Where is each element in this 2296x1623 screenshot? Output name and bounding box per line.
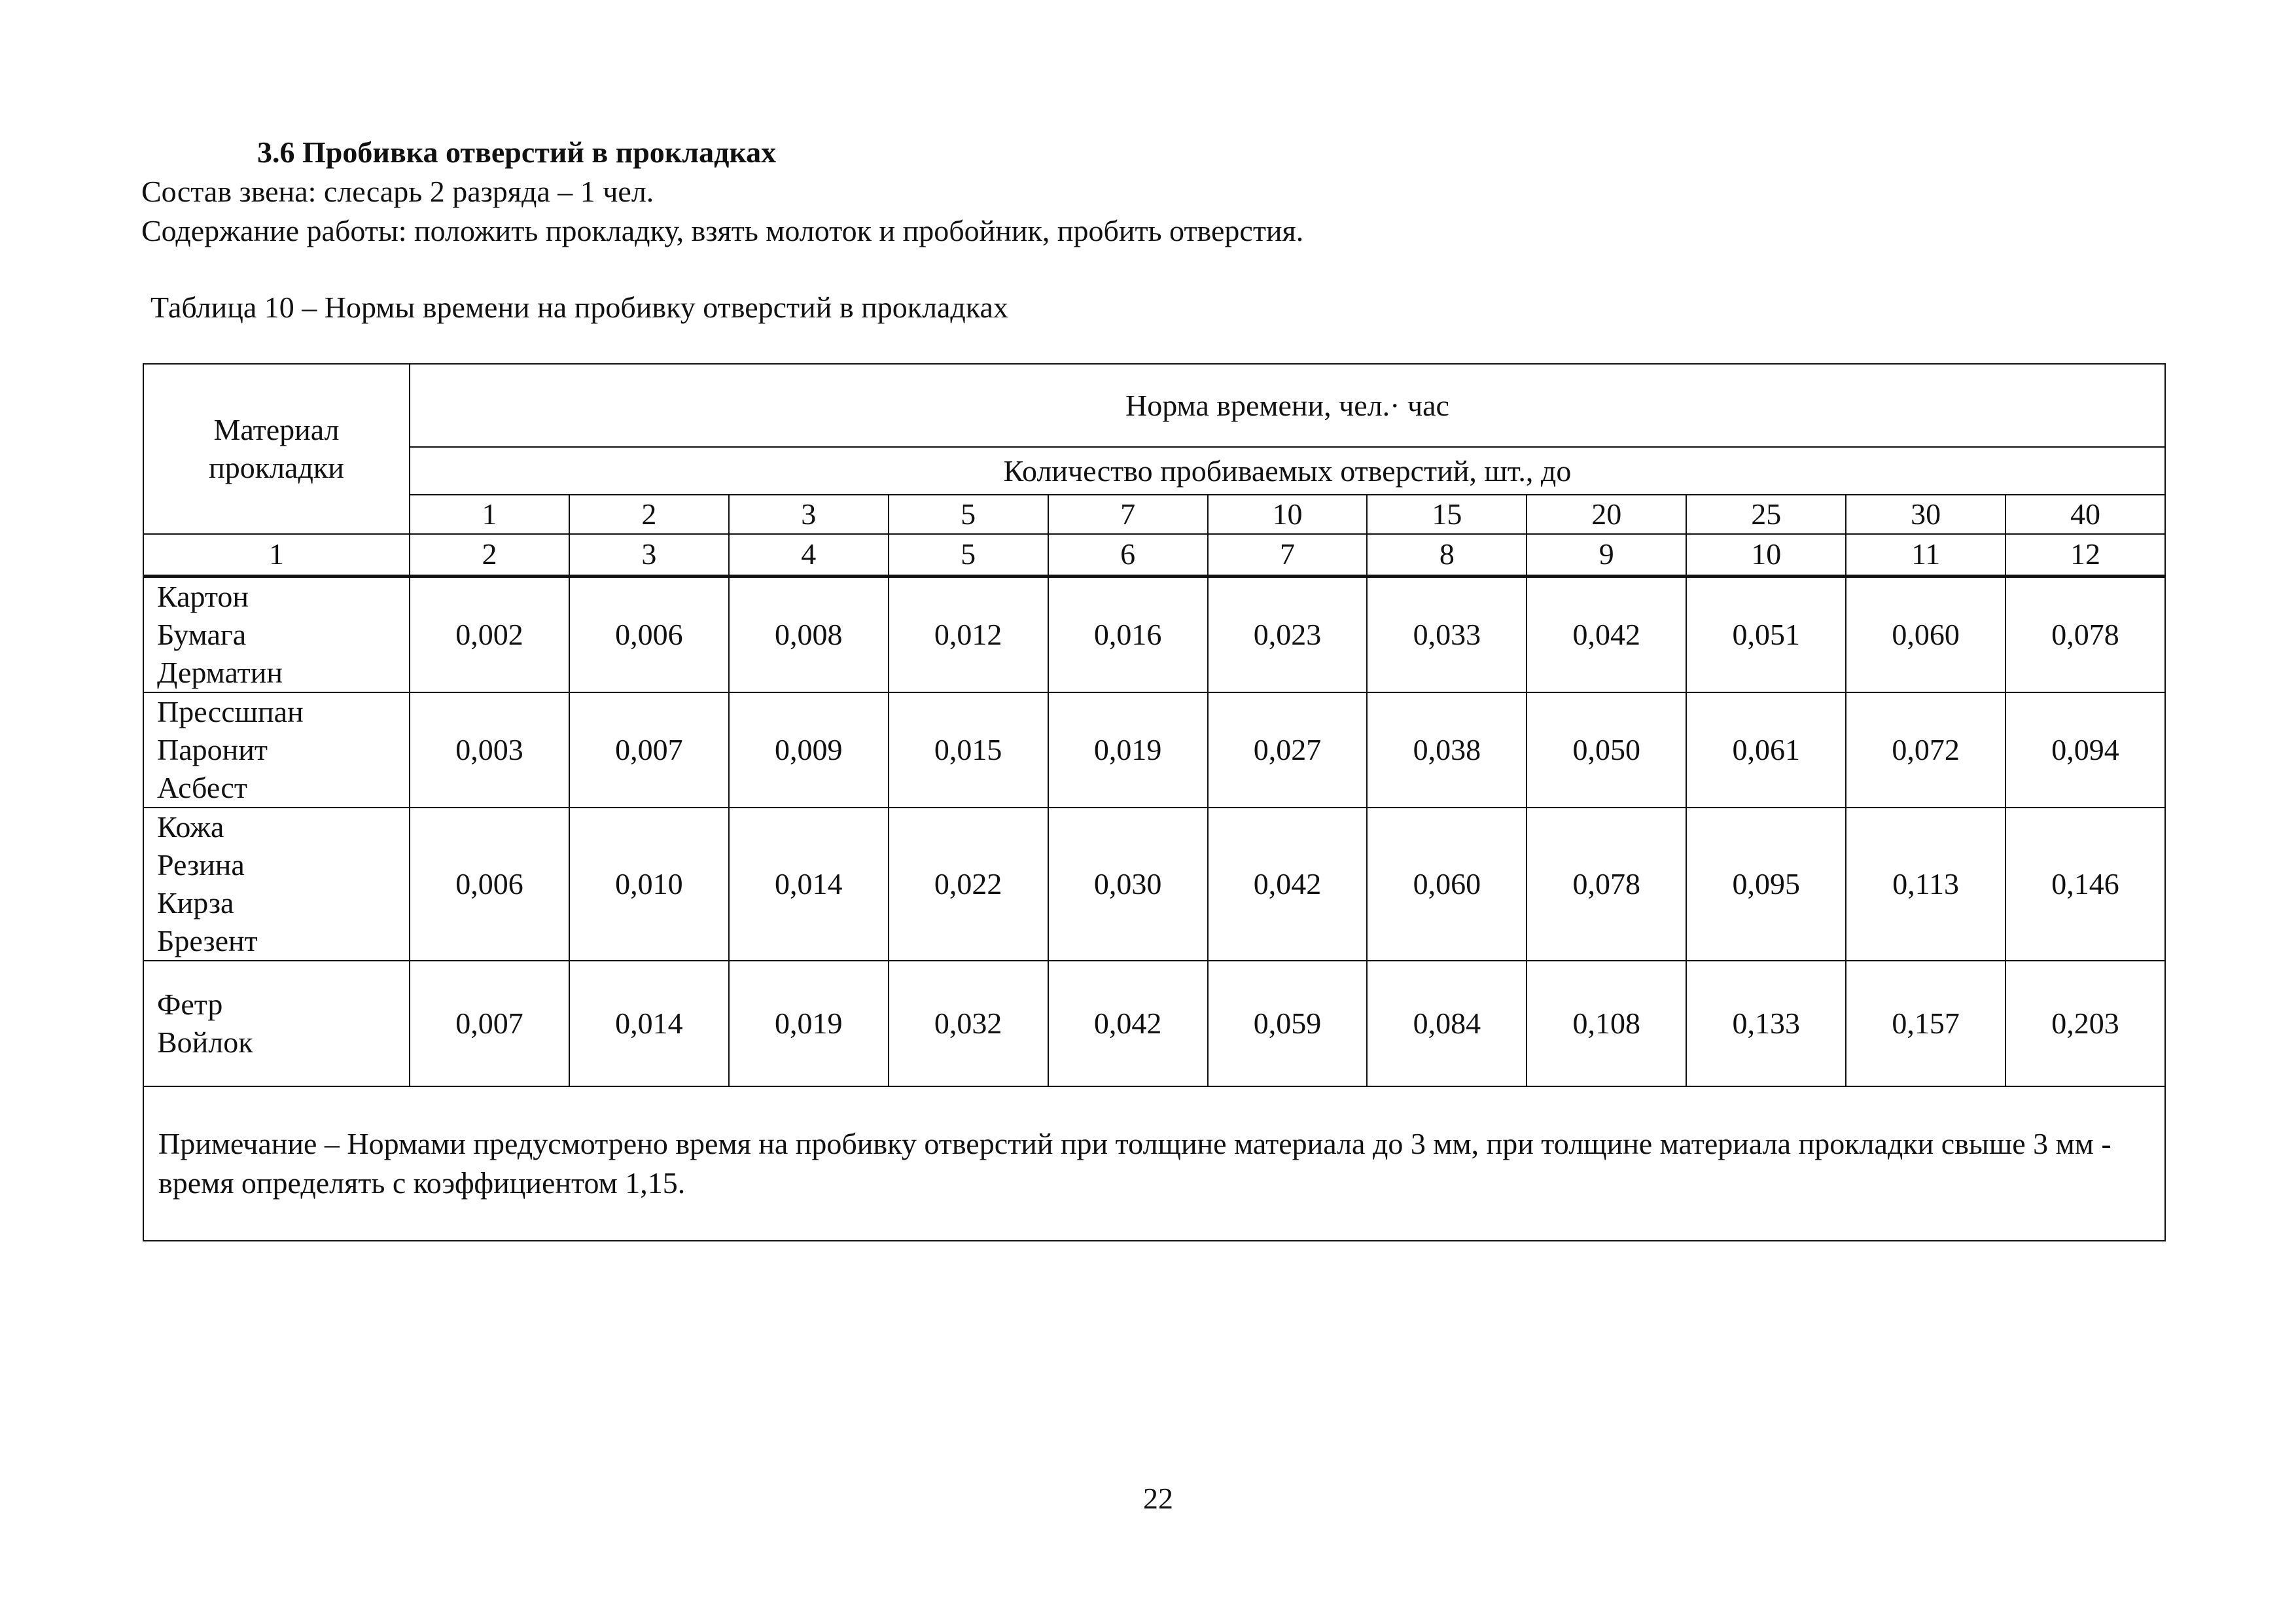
count-cell: 5 (889, 495, 1048, 534)
column-numbers-row (143, 534, 2165, 576)
table-row (143, 576, 2165, 692)
material-name: Дерматин (157, 655, 283, 689)
material-name: Брезент (157, 923, 258, 957)
norm-value: 0,007 (410, 961, 569, 1086)
norm-value: 0,019 (729, 961, 889, 1086)
norm-value: 0,146 (2005, 808, 2165, 961)
column-number: 9 (1527, 534, 1686, 576)
norm-value: 0,009 (729, 692, 889, 808)
material-name: Кирза (157, 885, 234, 919)
norm-value: 0,022 (889, 808, 1048, 961)
material-cell (143, 961, 410, 1086)
material-name: Кожа (157, 810, 224, 844)
count-cell: 25 (1686, 495, 1846, 534)
column-number: 8 (1367, 534, 1527, 576)
norm-value: 0,042 (1048, 961, 1208, 1086)
material-cell (143, 576, 410, 692)
column-number: 4 (729, 534, 889, 576)
norm-value: 0,003 (410, 692, 569, 808)
norm-value: 0,078 (1527, 808, 1686, 961)
count-cell: 1 (410, 495, 569, 534)
count-cell: 30 (1846, 495, 2005, 534)
count-cell: 40 (2005, 495, 2165, 534)
column-number: 1 (143, 534, 410, 576)
norm-value: 0,019 (1048, 692, 1208, 808)
norm-value: 0,095 (1686, 808, 1846, 961)
norm-value: 0,007 (569, 692, 729, 808)
column-number: 7 (1208, 534, 1368, 576)
norm-value: 0,078 (2005, 576, 2165, 692)
norm-value: 0,027 (1208, 692, 1368, 808)
column-number: 2 (410, 534, 569, 576)
norm-value: 0,113 (1846, 808, 2005, 961)
norm-value: 0,108 (1527, 961, 1686, 1086)
material-name: Асбест (157, 770, 247, 804)
norm-value: 0,203 (2005, 961, 2165, 1086)
section-heading: 3.6 Пробивка отверстий в прокладках (257, 135, 777, 169)
header-row-count (143, 447, 2165, 495)
column-number: 6 (1048, 534, 1208, 576)
table-row (143, 961, 2165, 1086)
table-caption: Таблица 10 – Нормы времени на пробивку отверстий в прокладках (150, 291, 1008, 324)
material-name: Паронит (157, 732, 268, 766)
material-name: Бумага (157, 617, 247, 651)
norm-value: 0,051 (1686, 576, 1846, 692)
norm-value: 0,010 (569, 808, 729, 961)
norm-value: 0,014 (569, 961, 729, 1086)
count-cell: 2 (569, 495, 729, 534)
norm-value: 0,008 (729, 576, 889, 692)
norm-value: 0,014 (729, 808, 889, 961)
norm-value: 0,015 (889, 692, 1048, 808)
column-number: 5 (889, 534, 1048, 576)
crew-composition: Состав звена: слесарь 2 разряда – 1 чел. (141, 175, 654, 208)
norm-value: 0,032 (889, 961, 1048, 1086)
norms-table (143, 363, 2166, 1241)
note-row (143, 1086, 2165, 1241)
material-name: Фетр (157, 987, 223, 1021)
material-name: Картон (157, 579, 249, 613)
norm-value: 0,006 (569, 576, 729, 692)
norm-value: 0,050 (1527, 692, 1686, 808)
page-number: 22 (1143, 1482, 1173, 1515)
norm-value: 0,030 (1048, 808, 1208, 961)
norm-value: 0,060 (1846, 576, 2005, 692)
material-name: Резина (157, 847, 245, 882)
norm-value: 0,072 (1846, 692, 2005, 808)
norm-value: 0,042 (1208, 808, 1368, 961)
norm-value: 0,060 (1367, 808, 1527, 961)
norm-value: 0,023 (1208, 576, 1368, 692)
material-name: Войлок (157, 1025, 253, 1059)
norm-header: Норма времени, чел.· час (410, 364, 2165, 447)
count-cell: 3 (729, 495, 889, 534)
count-cell: 15 (1367, 495, 1527, 534)
table-note: Примечание – Нормами предусмотрено время на пробивку отверстий при толщине материала до 3 мм, при толщине материала прокладки свыше 3 мм - время определять с коэффициентом 1,15. (143, 1086, 2165, 1241)
norm-value: 0,016 (1048, 576, 1208, 692)
column-number: 11 (1846, 534, 2005, 576)
material-header: Материал прокладки (143, 364, 410, 534)
column-number: 10 (1686, 534, 1846, 576)
column-number: 3 (569, 534, 729, 576)
norm-value: 0,059 (1208, 961, 1368, 1086)
norm-value: 0,042 (1527, 576, 1686, 692)
counts-row (143, 495, 2165, 534)
material-cell (143, 692, 410, 808)
norm-value: 0,133 (1686, 961, 1846, 1086)
count-cell: 20 (1527, 495, 1686, 534)
material-cell (143, 808, 410, 961)
header-row-norm (143, 364, 2165, 447)
count-cell: 10 (1208, 495, 1368, 534)
norm-value: 0,084 (1367, 961, 1527, 1086)
norm-value: 0,094 (2005, 692, 2165, 808)
work-content: Содержание работы: положить прокладку, взять молоток и пробойник, пробить отверстия. (141, 214, 1304, 247)
count-cell: 7 (1048, 495, 1208, 534)
table-row (143, 692, 2165, 808)
norm-value: 0,038 (1367, 692, 1527, 808)
norm-value: 0,006 (410, 808, 569, 961)
norm-value: 0,002 (410, 576, 569, 692)
count-header: Количество пробиваемых отверстий, шт., до (410, 447, 2165, 495)
norm-value: 0,061 (1686, 692, 1846, 808)
material-name: Прессшпан (157, 694, 304, 728)
norm-value: 0,033 (1367, 576, 1527, 692)
table-row (143, 808, 2165, 961)
norm-value: 0,157 (1846, 961, 2005, 1086)
norm-value: 0,012 (889, 576, 1048, 692)
column-number: 12 (2005, 534, 2165, 576)
